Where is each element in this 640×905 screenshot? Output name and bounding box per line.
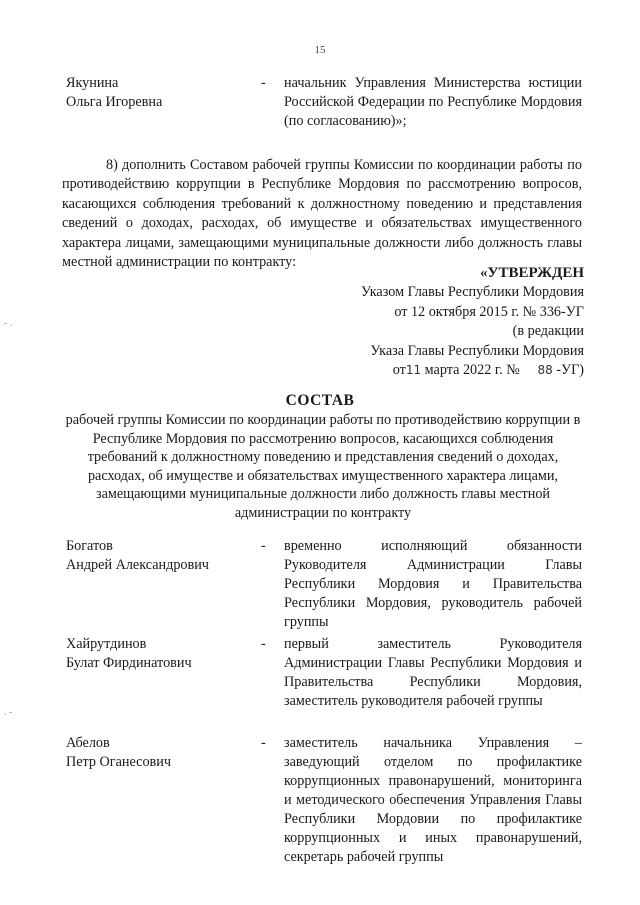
member-given-names: Ольга Игоревна	[66, 94, 163, 110]
member-dash: -	[261, 538, 266, 554]
approval-line-4: Указа Главы Республики Мордовия	[370, 342, 584, 359]
member-name	[66, 74, 256, 112]
scan-edge-mark: - .	[4, 318, 13, 329]
scan-edge-mark: . -	[4, 707, 13, 718]
member-name	[66, 734, 256, 772]
approval-line-2: от 12 октября 2015 г. № 336-УГ	[394, 303, 584, 320]
member-role: временно исполняющий обязанности Руководителя Администрации Главы Республики Мордовия и Правительства Республики Мордовия, руководитель рабочей группы	[284, 538, 582, 630]
member-surname: Хайрутдинов	[66, 636, 147, 652]
approval-date-prefix: от	[392, 362, 406, 379]
member-dash: -	[261, 75, 266, 91]
member-role: заместитель начальника Управления – заведующий отделом по профилактике коррупционных правонарушений, мониторинга и методического обеспечения Управления Главы Республики Мордовии по профилактике коррупционных и иных правонарушений, секретарь рабочей группы	[284, 735, 582, 865]
member-role: начальник Управления Министерства юстиции Российской Федерации по Республике Мордовия (по согласованию)»;	[284, 75, 582, 129]
member-dash: -	[261, 636, 266, 652]
approval-line-1: Указом Главы Республики Мордовия	[360, 284, 584, 301]
approval-date-day: 11	[405, 363, 422, 378]
member-name	[66, 635, 256, 673]
approval-line-3: (в редакции	[512, 323, 584, 340]
member-surname: Богатов	[66, 538, 113, 554]
member-dash: -	[261, 735, 266, 751]
page-number: 15	[314, 44, 326, 56]
member-surname: Абелов	[66, 735, 110, 751]
approval-date-mid: марта 2022 г. №	[424, 362, 520, 379]
member-given-names: Булат Фирдинатович	[66, 655, 192, 671]
approval-heading: «УТВЕРЖДЕН	[480, 265, 584, 281]
member-given-names: Петр Оганесович	[66, 754, 171, 770]
document-title: СОСТАВ	[285, 392, 355, 409]
member-given-names: Андрей Александрович	[66, 557, 209, 573]
member-surname: Якунина	[66, 75, 119, 91]
member-name	[66, 537, 256, 575]
approval-number: 88	[537, 363, 553, 378]
approval-line-5	[361, 361, 584, 380]
approval-block	[361, 264, 584, 380]
document-subtitle: рабочей группы Комиссии по координации работы по противодействию коррупции в Республике Мордовия по рассмотрению вопросов, касающихся соблюдения требований к должностному поведению и представления сведений о доходах, расходах, об имуществе и обязательствах имущественного характера лицами, замещающими муниципальные должности либо должность главы местной администрации по контракту	[65, 412, 581, 521]
member-role: первый заместитель Руководителя Администрации Главы Республики Мордовия и Правительства Республики Мордовия, заместитель руководителя рабочей группы	[284, 636, 582, 709]
amendment-paragraph: 8) дополнить Составом рабочей группы Комиссии по координации работы по противодействию коррупции в Республике Мордовия по рассмотрению вопросов, касающихся соблюдения требований к должностному поведению и представления сведений о доходах, расходах, об имуществе и обязательствах имущественного характера лицами, замещающими муниципальные должности либо должность главы местной администрации по контракту:	[62, 157, 582, 271]
approval-suffix: -УГ)	[556, 362, 584, 379]
